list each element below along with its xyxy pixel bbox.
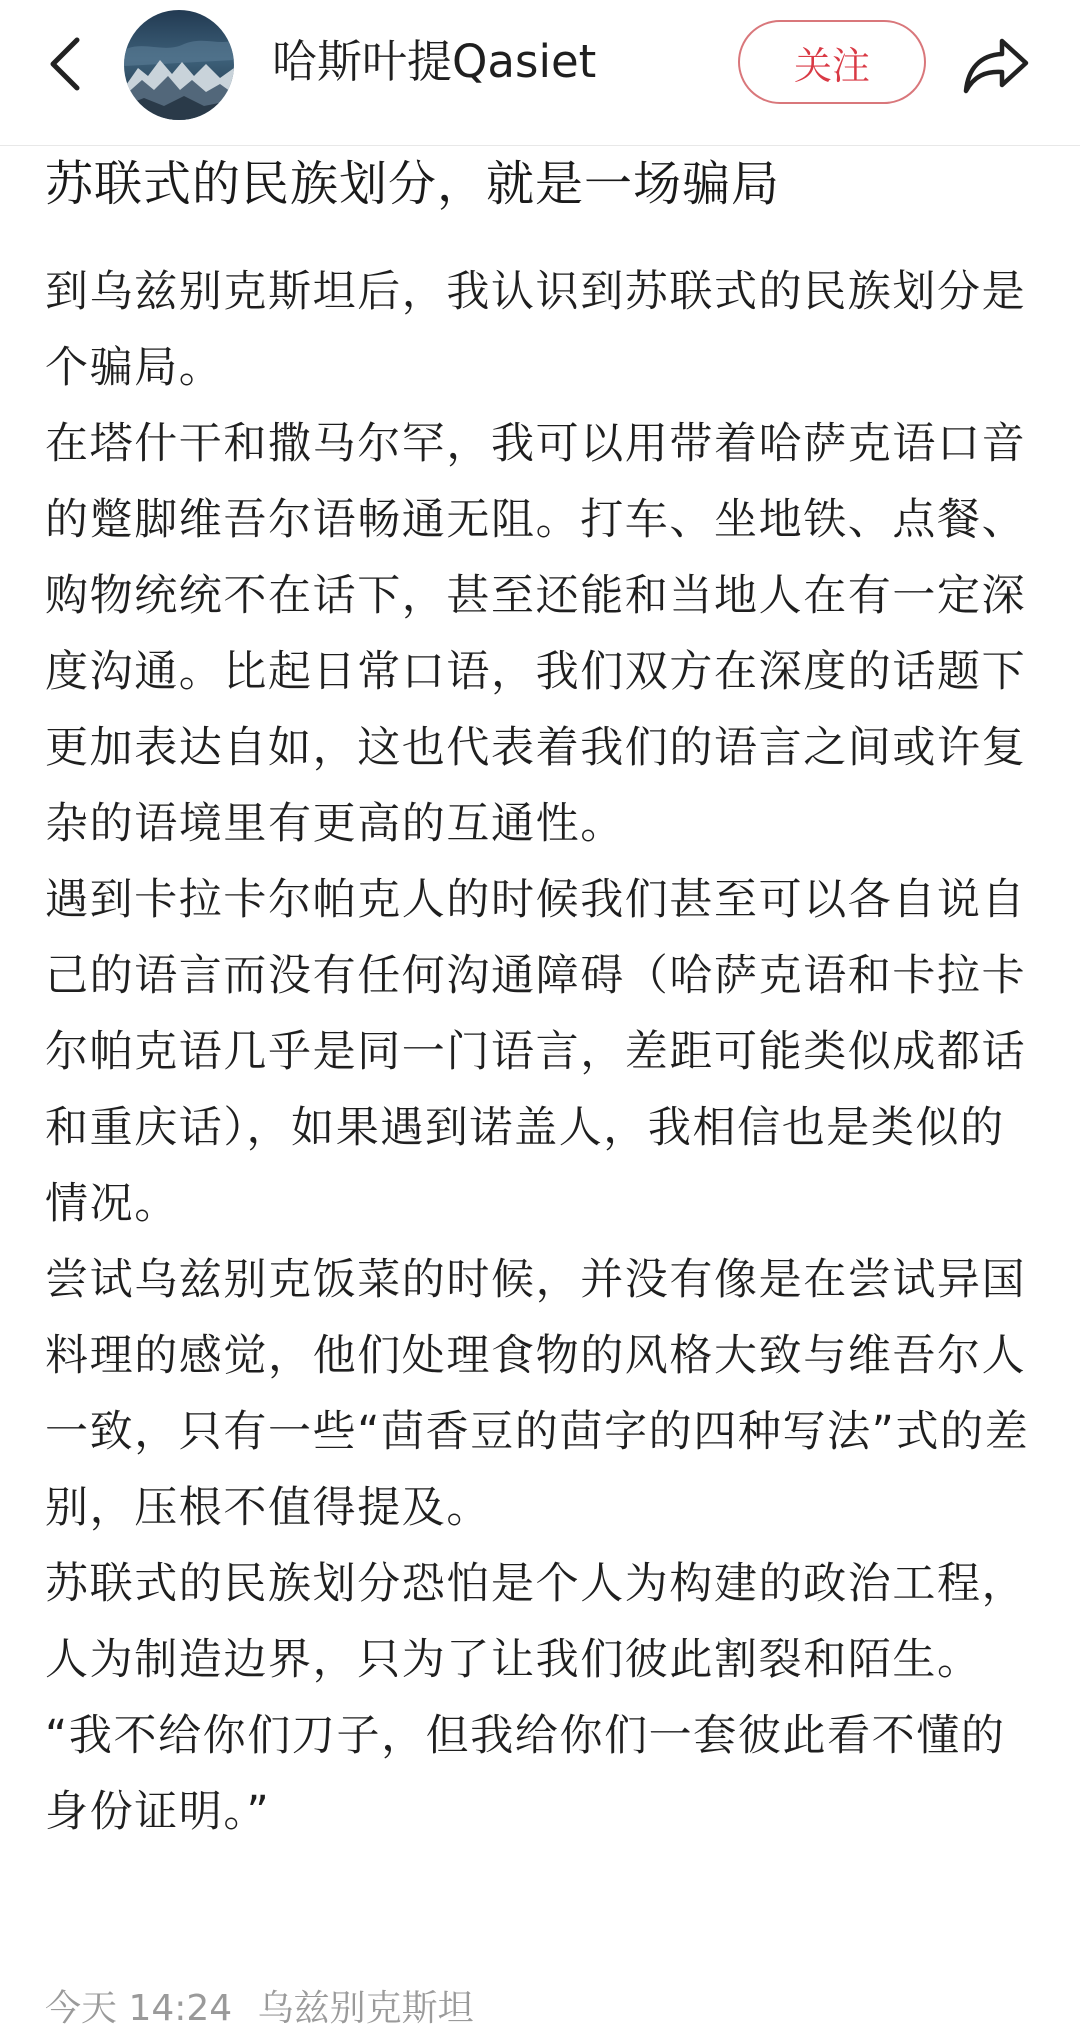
body-paragraph: 苏联式的民族划分恐怕是个人为构建的政治工程，人为制造边界，只为了让我们彼此割裂和陌生。	[45, 1559, 1027, 1685]
body-paragraph: 在塔什干和撒马尔罕，我可以用带着哈萨克语口音的蹩脚维吾尔语畅通无阻。打车、坐地铁、点餐、购物统统不在话下，甚至还能和当地人在有一定深度沟通。比起日常口语，我们双方在深度的话题下更加表达自如，这也代表着我们的语言之间或许复杂的语境里有更高的互通性。	[45, 419, 1027, 849]
share-arrow-icon	[962, 35, 1032, 97]
post-title: 苏联式的民族划分，就是一场骗局	[45, 156, 781, 212]
post-time: 今天 14:24	[45, 1988, 233, 2029]
chevron-left-icon	[45, 34, 85, 94]
body-paragraph: “我不给你们刀子，但我给你们一套彼此看不懂的身份证明。”	[45, 1711, 1006, 1837]
post-body	[45, 254, 1035, 1850]
post-location: 乌兹别克斯坦	[257, 1988, 474, 2029]
body-paragraph: 遇到卡拉卡尔帕克人的时候我们甚至可以各自说自己的语言而没有任何沟通障碍（哈萨克语和卡拉卡尔帕克语几乎是同一门语言，差距可能类似成都话和重庆话），如果遇到诺盖人，我相信也是类似的情况。	[45, 875, 1027, 1229]
share-button[interactable]	[955, 24, 1039, 108]
back-button[interactable]	[30, 24, 100, 104]
body-paragraph: 尝试乌兹别克饭菜的时候，并没有像是在尝试异国料理的感觉，他们处理食物的风格大致与维吾尔人一致，只有一些“茴香豆的茴字的四种写法”式的差别，压根不值得提及。	[45, 1255, 1030, 1533]
follow-button[interactable]: 关注	[738, 20, 926, 104]
author-name[interactable]: 哈斯叶提Qasiet	[272, 35, 597, 88]
post-meta	[45, 1985, 474, 2033]
author-avatar[interactable]	[124, 10, 234, 120]
top-bar	[0, 0, 1080, 146]
body-paragraph: 到乌兹别克斯坦后，我认识到苏联式的民族划分是个骗局。	[45, 267, 1027, 393]
avatar-landscape-image	[124, 10, 234, 120]
